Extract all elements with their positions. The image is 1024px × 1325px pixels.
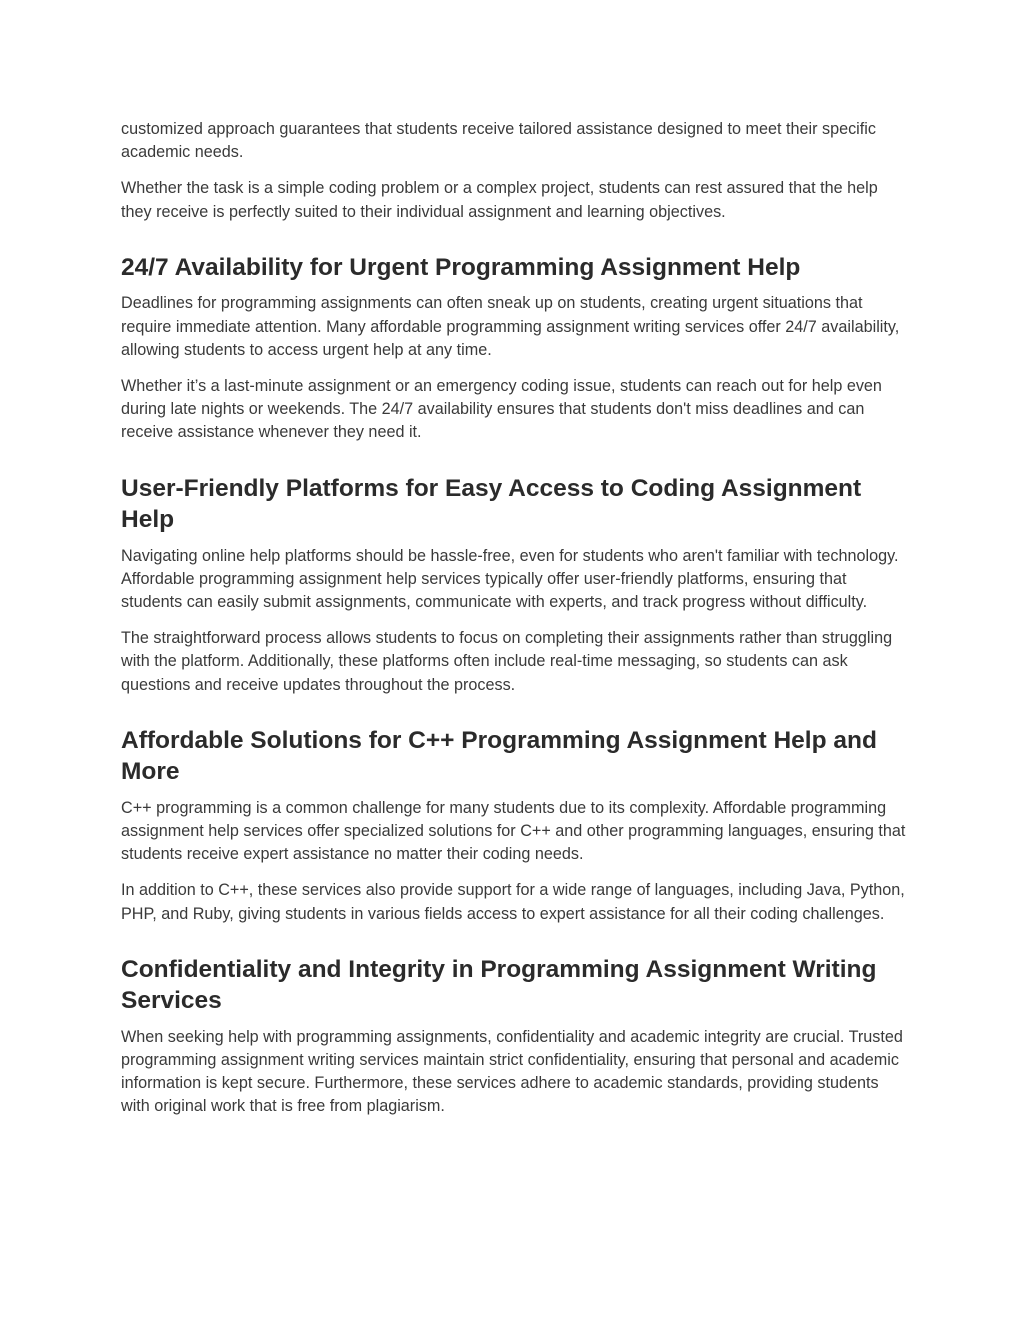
section-confidentiality <box>121 954 907 1119</box>
section-heading: Affordable Solutions for C++ Programming Assignment Help and More <box>121 726 877 786</box>
intro-paragraph-2: Whether the task is a simple coding problem or a complex project, students can rest assured that the help they receive is perfectly suited to their individual assignment and learning objectives. <box>121 179 878 221</box>
intro-block <box>121 118 907 224</box>
section-paragraph: Deadlines for programming assignments can often sneak up on students, creating urgent situations that require immediate attention. Many affordable programming assignment writing services offer 24/7 availability, allowing students to access urgent help at any time. <box>121 294 900 359</box>
section-user-friendly-platforms <box>121 473 907 697</box>
section-availability <box>121 252 907 445</box>
section-paragraph: When seeking help with programming assignments, confidentiality and academic integrity are crucial. Trusted programming assignment writing services maintain strict confidentiality, ensuring that personal and academic information is kept secure. Furthermore, these services adhere to academic standards, providing students with original work that is free from plagiarism. <box>121 1027 903 1116</box>
intro-paragraph-1: customized approach guarantees that students receive tailored assistance designed to meet their specific academic needs. <box>121 120 876 162</box>
section-paragraph: C++ programming is a common challenge for many students due to its complexity. Affordable programming assignment help services offer specialized solutions for C++ and other programming languages, ensuring that students receive expert assistance no matter their coding needs. <box>121 798 906 864</box>
section-heading: User-Friendly Platforms for Easy Access to Coding Assignment Help <box>121 474 862 534</box>
section-heading: 24/7 Availability for Urgent Programming Assignment Help <box>121 253 801 281</box>
section-paragraph: The straightforward process allows students to focus on completing their assignments rather than struggling with the platform. Additionally, these platforms often include real-time messaging, so students can ask questions and receive updates throughout the process. <box>121 629 893 694</box>
section-paragraph: Whether it’s a last-minute assignment or an emergency coding issue, students can reach out for help even during late nights or weekends. The 24/7 availability ensures that students don't miss deadlines and can receive assistance whenever they need it. <box>121 376 882 442</box>
section-heading: Confidentiality and Integrity in Programming Assignment Writing Services <box>121 955 877 1015</box>
section-paragraph: In addition to C++, these services also provide support for a wide range of languages, including Java, Python, PHP, and Ruby, giving students in various fields access to expert assistance for all their coding challenges. <box>121 881 905 923</box>
section-paragraph: Navigating online help platforms should be hassle-free, even for students who aren't familiar with technology. Affordable programming assignment help services typically offer user-friendly platforms, ensuring that students can easily submit assignments, communicate with experts, and track progress without difficulty. <box>121 546 899 611</box>
section-cpp-solutions <box>121 725 907 926</box>
document-page <box>121 118 907 1132</box>
